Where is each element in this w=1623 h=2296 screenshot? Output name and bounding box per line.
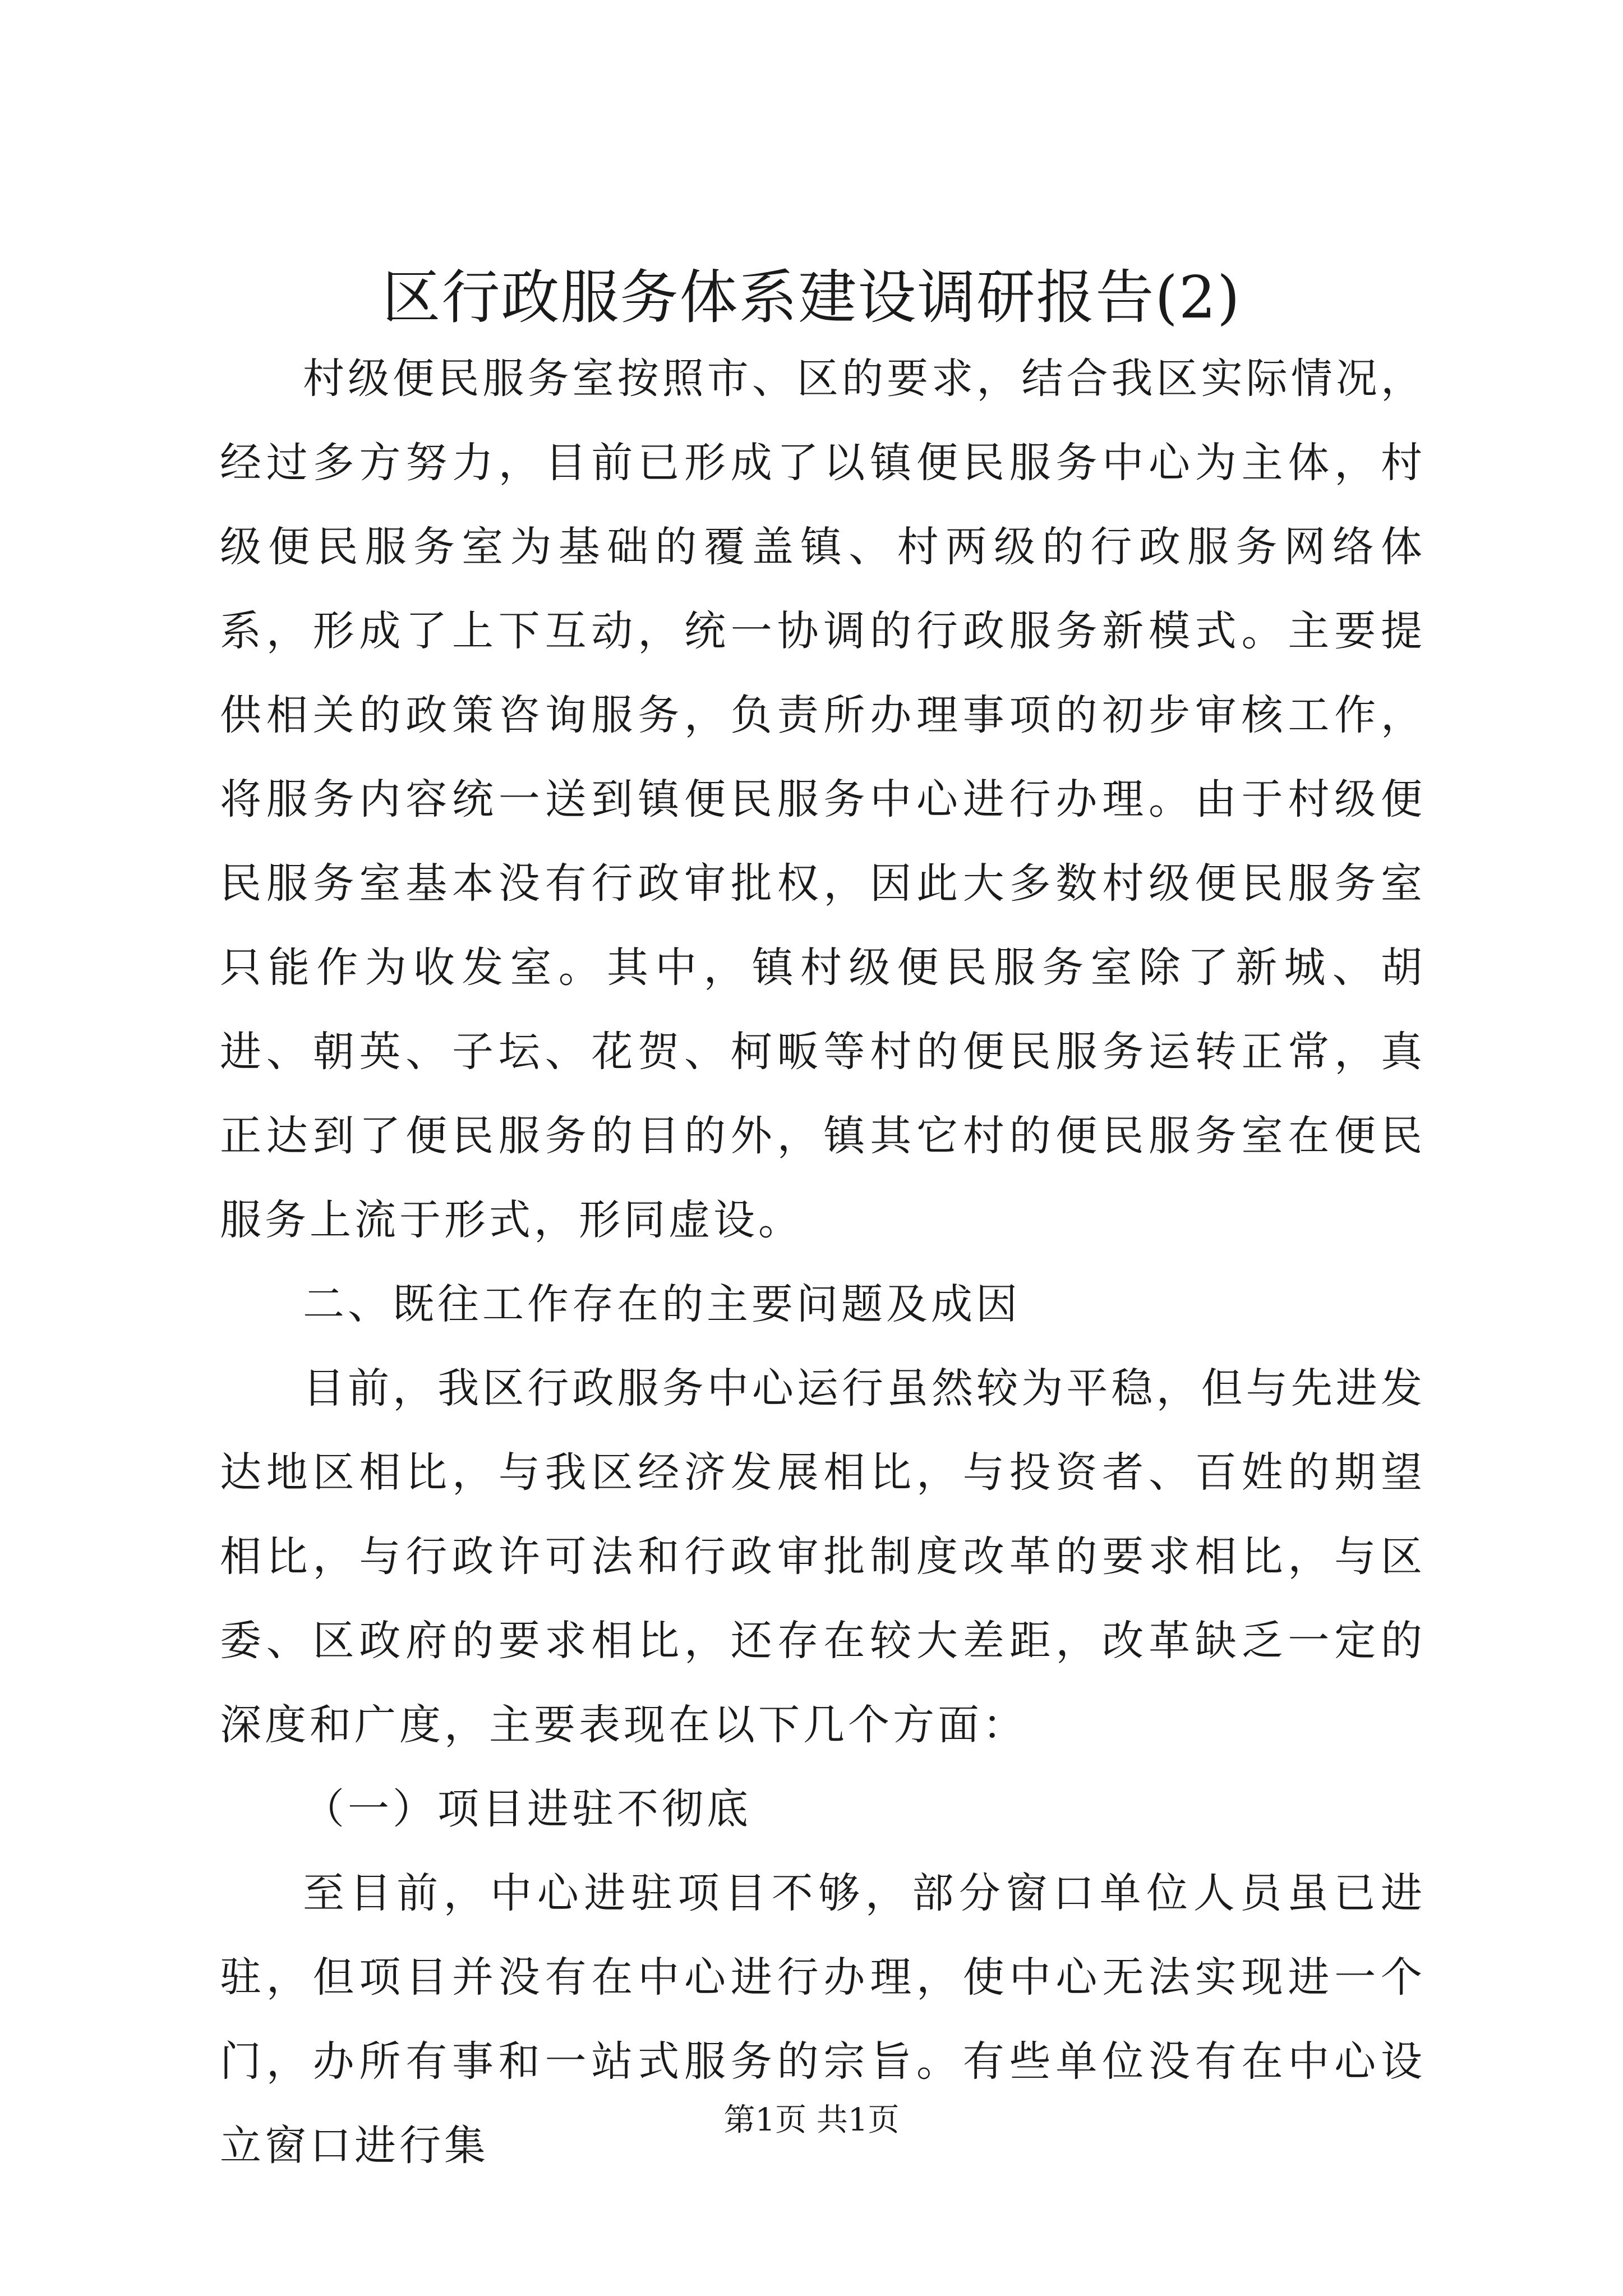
document-title: 区行政服务体系建设调研报告(2) — [382, 263, 1241, 332]
paragraph-projects: 至目前，中心进驻项目不够，部分窗口单位人员虽已进驻，但项目并没有在中心进行办理，使中心无法实现进一个门，办所有事和一站式服务的宗旨。有些单位没有在中心设立窗口进行集 — [220, 1869, 1426, 2170]
subsection-heading-projects: （一）项目进驻不彻底 — [303, 1785, 751, 1833]
section-heading-problems: 二、既往工作存在的主要问题及成因 — [303, 1280, 1021, 1328]
document-body — [220, 337, 1426, 2188]
paragraph-service-rooms: 村级便民服务室按照市、区的要求，结合我区实际情况，经过多方努力，目前已形成了以镇便民服务中心为主体，村级便民服务室为基础的覆盖镇、村两级的行政服务网络体系，形成了上下互动，统一协调的行政服务新模式。主要提供相关的政策咨询服务，负责所办理事项的初步审核工作，将服务内容统一送到镇便民服务中心进行办理。由于村级便民服务室基本没有行政审批权，因此大多数村级便民服务室只能作为收发室。其中，镇村级便民服务室除了新城、胡进、朝英、子坛、花贺、柯畈等村的便民服务运转正常，真正达到了便民服务的目的外，镇其它村的便民服务室在便民服务上流于形式，形同虚设。 — [220, 355, 1426, 1244]
paragraph-current-status: 目前，我区行政服务中心运行虽然较为平稳，但与先进发达地区相比，与我区经济发展相比，与投资者、百姓的期望相比，与行政许可法和行政审批制度改革的要求相比，与区委、区政府的要求相比，还存在较大差距，改革缺乏一定的深度和广度，主要表现在以下几个方面： — [220, 1364, 1426, 1749]
page-footer: 第1页 共1页 — [723, 2102, 900, 2138]
